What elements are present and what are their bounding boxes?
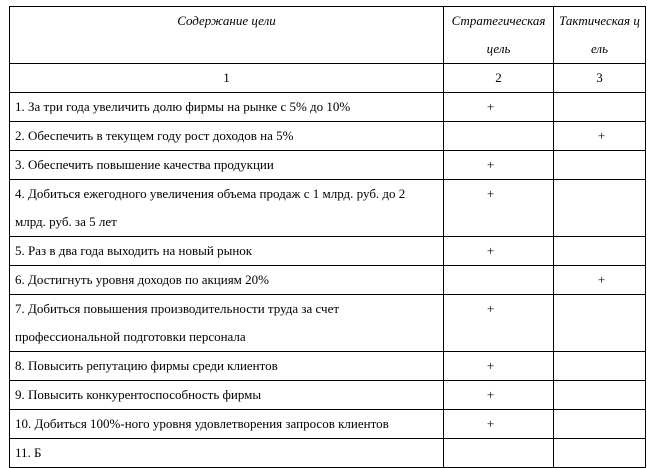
header-tactical bbox=[554, 7, 646, 64]
tactical-mark bbox=[554, 151, 646, 180]
column-number-1: 1 bbox=[10, 64, 444, 93]
goal-text: 9. Повысить конкурентоспособность фирмы bbox=[10, 381, 444, 410]
goal-text: 1. За три года увеличить долю фирмы на рынке с 5% до 10% bbox=[10, 93, 444, 122]
strategic-mark: + bbox=[444, 410, 554, 439]
goal-text: 11. Б bbox=[10, 439, 444, 468]
table-row bbox=[10, 151, 646, 180]
strategic-mark bbox=[444, 122, 554, 151]
column-number-row bbox=[10, 64, 646, 93]
column-number-2: 2 bbox=[444, 64, 554, 93]
table-row bbox=[10, 381, 646, 410]
column-number-3: 3 bbox=[554, 64, 646, 93]
tactical-mark bbox=[554, 410, 646, 439]
header-strategic bbox=[444, 7, 554, 64]
goal-text: 8. Повысить репутацию фирмы среди клиентов bbox=[10, 352, 444, 381]
tactical-mark bbox=[554, 180, 646, 237]
strategic-mark bbox=[444, 439, 554, 468]
strategic-mark: + bbox=[444, 180, 554, 237]
goal-text: 10. Добиться 100%-ного уровня удовлетворения запросов клиентов bbox=[10, 410, 444, 439]
tactical-mark bbox=[554, 295, 646, 352]
strategic-mark: + bbox=[444, 295, 554, 352]
header-content: Содержание цели bbox=[10, 7, 444, 64]
goal-text: 6. Достигнуть уровня доходов по акциям 20% bbox=[10, 266, 444, 295]
strategic-mark: + bbox=[444, 237, 554, 266]
table-row bbox=[10, 352, 646, 381]
tactical-mark bbox=[554, 237, 646, 266]
goal-text: 2. Обеспечить в текущем году рост доходов на 5% bbox=[10, 122, 444, 151]
goal-text: 3. Обеспечить повышение качества продукции bbox=[10, 151, 444, 180]
strategic-mark: + bbox=[444, 352, 554, 381]
tactical-mark bbox=[554, 93, 646, 122]
table-row bbox=[10, 180, 646, 237]
goals-table bbox=[9, 6, 646, 468]
table-header-row bbox=[10, 7, 646, 64]
table-row bbox=[10, 439, 646, 468]
table-row bbox=[10, 295, 646, 352]
tactical-mark bbox=[554, 381, 646, 410]
header-strategic-label: Стратегическая цель bbox=[451, 13, 546, 56]
table-row bbox=[10, 266, 646, 295]
tactical-mark: + bbox=[554, 266, 646, 295]
tactical-mark bbox=[554, 352, 646, 381]
goal-text: 5. Раз в два года выходить на новый рынок bbox=[10, 237, 444, 266]
goal-text: 7. Добиться повышения производительности труда за счет профессиональной подготовки персонала bbox=[10, 295, 444, 352]
tactical-mark: + bbox=[554, 122, 646, 151]
strategic-mark: + bbox=[444, 381, 554, 410]
strategic-mark bbox=[444, 266, 554, 295]
table-row bbox=[10, 122, 646, 151]
table-row bbox=[10, 93, 646, 122]
goal-text: 4. Добиться ежегодного увеличения объема продаж с 1 млрд. руб. до 2 млрд. руб. за 5 лет bbox=[10, 180, 444, 237]
header-tactical-label: Тактическая цель bbox=[559, 13, 640, 56]
strategic-mark: + bbox=[444, 93, 554, 122]
table-row bbox=[10, 410, 646, 439]
strategic-mark: + bbox=[444, 151, 554, 180]
table-row bbox=[10, 237, 646, 266]
tactical-mark bbox=[554, 439, 646, 468]
